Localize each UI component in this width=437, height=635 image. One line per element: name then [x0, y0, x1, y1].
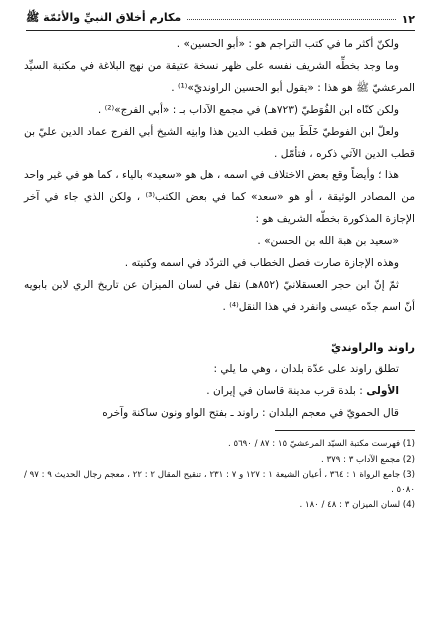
footnote-2: (2) مجمع الآداب ٣ : ٣٧٩ . — [321, 454, 415, 465]
paragraph-5: هذا ؛ وأيضاً وقع بعض الاختلاف في اسمه ، هل هو «سعيد» بالياء ، كما هو في غير واحد من المصادر الوثيقة ، أو هو «سعد» كما في بعض الكتب⁽³⁾ ، ولكن الذي جاء في آخر الإجازة المذكورة بخطّه الشريف هو : — [24, 169, 415, 226]
section-line-2: الأولى : بلدة قرب مدينة قاسان في إيران . — [206, 384, 399, 397]
section-title: راوند والراونديّ — [330, 340, 415, 354]
footnote-1: (1) فهرست مكتبة السيّد المرعشيّ ١٥ : ٨٧ / ٥٦٩٠ . — [227, 439, 415, 450]
paragraph-2: وما وجد بخطِّه الشريف نفسه على ظهر نسخة عتيقة من نهج البلاغة في مكتبة السيِّد المرعشيّ ﷺ هو هذا : «يقول أبو الحسين الراونديّ»⁽¹⁾ . — [24, 59, 415, 94]
page-body — [24, 34, 415, 513]
paragraph-7: ثمّ إنّ ابن حجر العسقلانيّ (٨٥٢هـ) نقل في لسان الميزان عن تاريخ الري لابن بابويه أنّ اسم جدّه عيسى وانفرد في هذا النقل⁽⁴⁾ . — [24, 278, 415, 313]
footnotes — [24, 437, 415, 513]
first-item-label: الأولى — [366, 384, 399, 397]
paragraph-6: وهذه الإجازة صارت فصل الخطاب في التردّد في اسمه وكنيته . — [124, 257, 399, 270]
running-header — [26, 8, 415, 31]
footnote-3: (3) جامع الرواة ١ : ٣٦٤ ، أعيان الشيعة ١ : ١٢٧ و ٧ : ٢٣١ ، تنقيح المقال ٢ : ٢٢ ، معجم رجال الحديث ٩ : ٩٧ / ٥٠٨٠ . — [24, 469, 415, 496]
page-number: ١٢ — [401, 12, 415, 26]
section-line-1: تطلق راوند على عدّة بلدان ، وهي ما يلي : — [213, 362, 399, 375]
header-dots — [187, 18, 395, 20]
footnote-divider — [275, 430, 415, 431]
paragraph-3: ولكن كنّاه ابن الفُوَطيّ (٧٢٣هـ) في مجمع الآداب بـ : «أبي الفرج»⁽²⁾ . — [97, 103, 399, 116]
quoted-name: «سعيد بن هبة الله بن الحسن» . — [257, 235, 399, 248]
paragraph-4: ولعلّ ابن الفوطيّ خَلَطَ بين قطب الدين هذا وابنِه الشيخ أبي الفرج عماد الدين عليّ بن قطب الدين الآتي ذكره ، فتأمّل . — [24, 125, 415, 160]
section-line-3: قال الحمويّ في معجم البلدان : راوند ـ بفتح الواو ونون ساكنة وآخره — [102, 406, 399, 419]
footnote-4: (4) لسان الميزان ٣ : ٤٨ / ١٨٠ . — [299, 500, 415, 511]
section-spacer — [24, 319, 415, 337]
running-title: مكارم أخلاق النبيِّ والأئمّة ﷺ — [26, 11, 182, 24]
paragraph-1: ولكنّ أكثر ما في كتب التراجم هو : «أبو الحسين» . — [176, 38, 399, 50]
